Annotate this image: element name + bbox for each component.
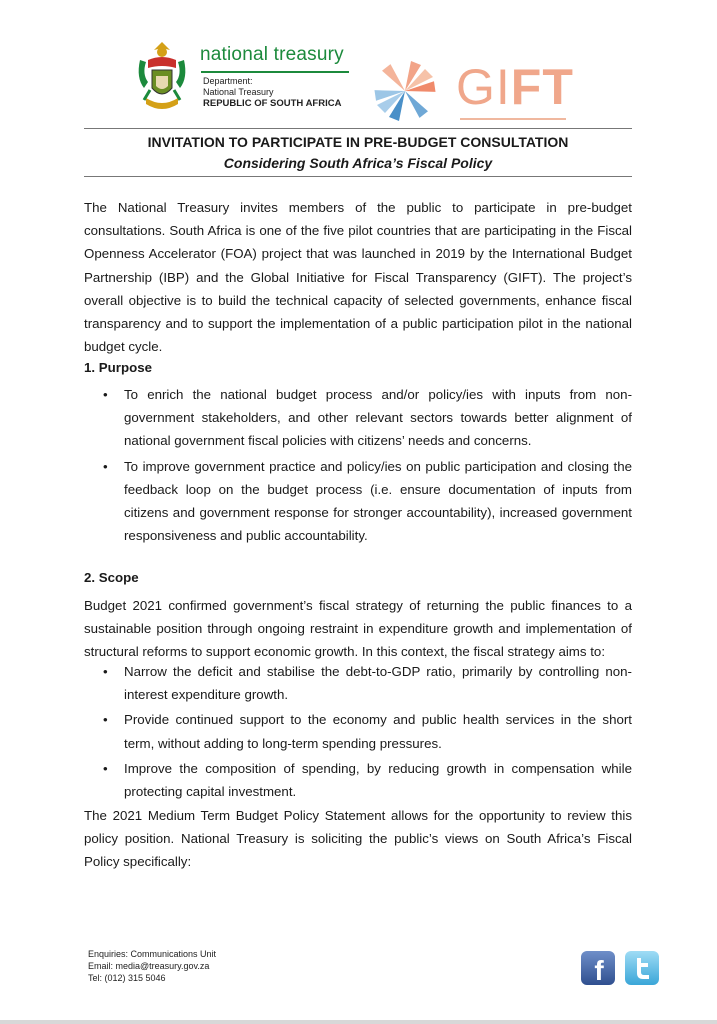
gift-wordmark-bold: FT	[510, 59, 574, 115]
org-name: national treasury	[200, 44, 344, 65]
country-name: REPUBLIC OF SOUTH AFRICA	[203, 98, 342, 109]
title-top-rule	[84, 128, 632, 129]
bullet-icon: •	[103, 760, 108, 776]
purpose-list	[84, 383, 632, 549]
page-bottom-edge	[0, 1020, 717, 1024]
intro-paragraph: The National Treasury invites members of the public to participate in pre-budget consultations. South Africa is one of the five pilot countries that are participating in the Fiscal Openness Accelerator (FOA) project that was launched in 2019 by the International Budget Partnership (IBP) and the Global Initiative for Fiscal Transparency (GIFT). The project’s overall objective is to build the technical capacity of selected governments, enhance fiscal transparency and to support the implementation of a public participation pilot in the national budget cycle.	[84, 200, 632, 355]
facebook-glyph: f	[594, 955, 604, 986]
bullet-icon: •	[103, 664, 108, 679]
list-item-text: Improve the composition of spending, by reducing growth in compensation while protecting capital investment.	[124, 760, 632, 800]
closing-paragraph: The 2021 Medium Term Budget Policy Statement allows for the opportunity to review this policy position. National Treasury is soliciting the public’s views on South Africa’s Fiscal Policy specifically:	[84, 808, 632, 870]
coat-of-arms-icon	[132, 38, 192, 118]
list-item	[84, 708, 632, 754]
org-name-rule	[201, 71, 349, 73]
purpose-heading: 1. Purpose	[84, 360, 152, 375]
department-name: National Treasury	[203, 87, 274, 97]
footer-phone: Tel: (012) 315 5046	[88, 973, 166, 983]
department-label: Department:	[203, 76, 253, 86]
list-item	[84, 660, 632, 706]
list-item	[84, 757, 632, 803]
list-item-text: To improve government practice and policy/ies on public participation and closing the feedback loop on the budget process (i.e. ensure documentation of inputs from citizens and government response for stronger accountability), increased government responsiveness and public accountability.	[124, 458, 632, 544]
twitter-icon[interactable]	[624, 950, 660, 986]
footer-enquiries: Enquiries: Communications Unit	[88, 949, 217, 959]
bullet-icon: •	[103, 458, 108, 474]
document-subtitle: Considering South Africa’s Fiscal Policy	[223, 155, 493, 171]
scope-heading: 2. Scope	[84, 570, 139, 585]
list-item-text: Narrow the deficit and stabilise the debt-to-GDP ratio, primarily by controlling non-interest expenditure growth.	[124, 664, 632, 703]
gift-wordmark-regular: GI	[456, 59, 511, 115]
list-item	[84, 455, 632, 548]
gift-underline	[460, 118, 566, 120]
list-item-text: To enrich the national budget process and/or policy/ies with inputs from non-government stakeholders, and other relevant sectors towards better alignment of national government fiscal policies with citizens’ needs and concerns.	[124, 387, 632, 449]
bullet-icon: •	[103, 712, 108, 728]
bullet-icon: •	[103, 387, 108, 402]
gift-pinwheel-icon	[372, 58, 438, 124]
list-item-text: Provide continued support to the economy and public health services in the short term, without adding to long-term spending pressures.	[124, 712, 632, 751]
gift-wordmark	[456, 59, 574, 115]
list-item	[84, 383, 632, 453]
scope-paragraph: Budget 2021 confirmed government’s fiscal strategy of returning the public finances to a sustainable position through ongoing restraint in expenditure growth and implementation of structural reforms to support economic growth. In this context, the fiscal strategy aims to:	[84, 598, 632, 660]
title-bottom-rule	[84, 176, 632, 177]
scope-list	[84, 660, 632, 805]
facebook-icon[interactable]	[580, 950, 616, 986]
footer-email[interactable]: Email: media@treasury.gov.za	[88, 961, 210, 971]
document-title: INVITATION TO PARTICIPATE IN PRE-BUDGET CONSULTATION	[147, 134, 569, 150]
